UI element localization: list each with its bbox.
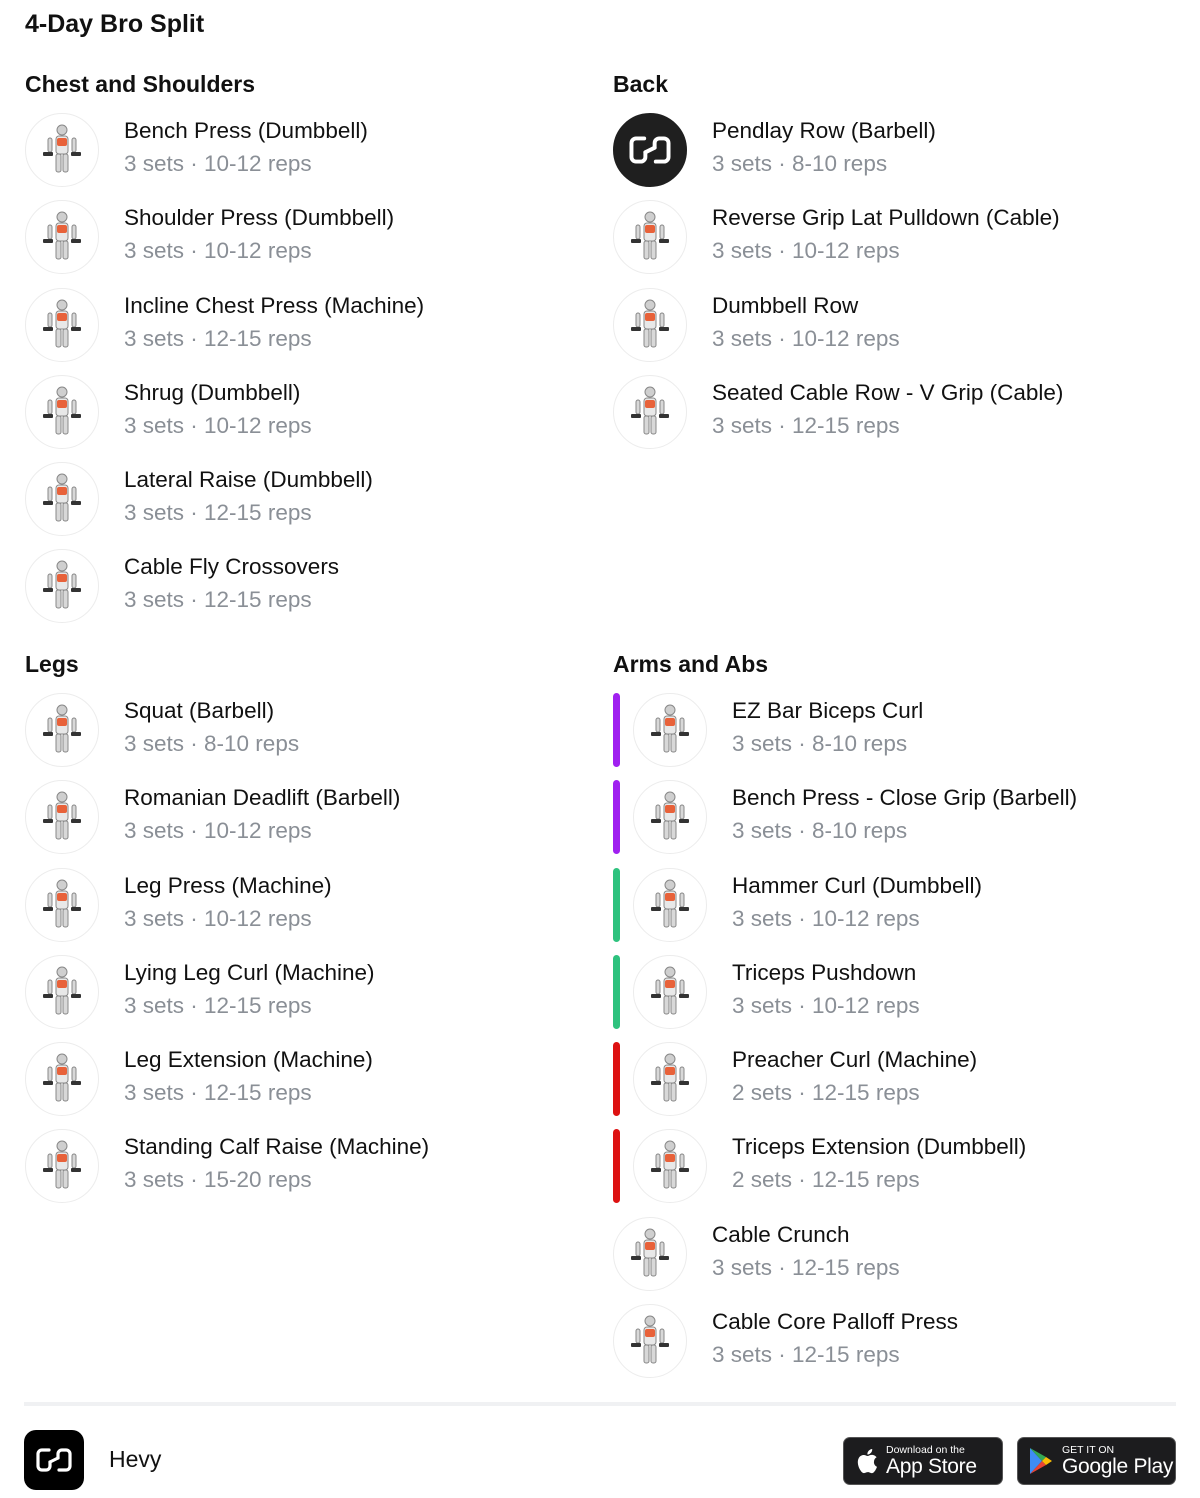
exercise-item[interactable] xyxy=(25,868,585,955)
exercise-item[interactable] xyxy=(613,113,1173,200)
exercise-illustration-icon xyxy=(25,1042,99,1116)
section-chest-and-shoulders xyxy=(25,69,585,637)
exercise-sets-reps: 3 sets · 10-12 reps xyxy=(712,325,900,351)
exercise-name: Bench Press - Close Grip (Barbell) xyxy=(732,785,1078,811)
exercise-info xyxy=(712,1304,958,1369)
exercise-info xyxy=(124,955,375,1020)
exercise-item[interactable] xyxy=(25,1042,585,1129)
apple-icon xyxy=(856,1448,878,1474)
exercise-sets-reps: 3 sets · 10-12 reps xyxy=(124,818,312,844)
exercise-item[interactable] xyxy=(613,693,1173,780)
exercise-illustration-icon xyxy=(613,1304,687,1378)
exercise-sets-reps: 3 sets · 12-15 reps xyxy=(124,587,312,613)
superset-indicator xyxy=(613,1042,620,1116)
exercise-name: Cable Core Palloff Press xyxy=(712,1309,958,1335)
exercise-item[interactable] xyxy=(25,113,585,200)
exercise-name: Pendlay Row (Barbell) xyxy=(712,118,936,143)
section-legs xyxy=(25,649,585,1217)
exercise-info xyxy=(124,288,424,353)
exercise-sets-reps: 3 sets · 8-10 reps xyxy=(712,151,888,176)
exercise-sets-reps: 3 sets · 10-12 reps xyxy=(732,992,920,1018)
exercise-illustration-icon xyxy=(633,955,707,1029)
exercise-info xyxy=(732,868,982,933)
section-title: Arms and Abs xyxy=(613,651,769,677)
exercise-name: Cable Fly Crossovers xyxy=(124,554,340,580)
hevy-logo-icon[interactable] xyxy=(24,1430,84,1490)
exercise-item[interactable] xyxy=(613,1129,1173,1216)
exercise-item[interactable] xyxy=(25,955,585,1042)
exercise-name: EZ Bar Biceps Curl xyxy=(732,698,924,723)
exercise-sets-reps: 3 sets · 12-15 reps xyxy=(124,325,312,351)
exercise-illustration-icon xyxy=(633,868,707,942)
exercise-info xyxy=(732,693,923,758)
exercise-illustration-icon xyxy=(25,375,99,449)
exercise-item[interactable] xyxy=(613,288,1173,375)
exercise-info xyxy=(124,200,394,265)
exercise-name: Leg Extension (Machine) xyxy=(124,1047,373,1073)
exercise-name: Reverse Grip Lat Pulldown (Cable) xyxy=(712,205,1060,231)
exercise-item[interactable] xyxy=(613,1217,1173,1304)
exercise-name: Preacher Curl (Machine) xyxy=(732,1047,978,1073)
exercise-illustration-icon xyxy=(613,288,687,362)
exercise-info xyxy=(124,868,332,933)
google-play-big-label: Google Play xyxy=(1062,1455,1174,1478)
exercise-info xyxy=(712,1217,900,1282)
exercise-item[interactable] xyxy=(613,375,1173,462)
section-title: Chest and Shoulders xyxy=(25,71,256,97)
section-title: Legs xyxy=(25,651,79,677)
exercise-illustration-icon xyxy=(25,693,99,767)
exercise-name: Hammer Curl (Dumbbell) xyxy=(732,872,983,898)
app-store-small-label: Download on the xyxy=(886,1444,965,1456)
exercise-sets-reps: 2 sets · 12-15 reps xyxy=(732,1167,920,1193)
app-store-big-label: App Store xyxy=(886,1455,977,1478)
exercise-sets-reps: 3 sets · 15-20 reps xyxy=(124,1167,312,1193)
exercise-name: Leg Press (Machine) xyxy=(124,872,332,898)
google-play-button[interactable] xyxy=(1017,1437,1176,1485)
exercise-sets-reps: 2 sets · 12-15 reps xyxy=(732,1080,920,1106)
exercise-info xyxy=(712,375,1063,440)
exercise-item[interactable] xyxy=(613,868,1173,955)
exercise-item[interactable] xyxy=(25,1129,585,1216)
exercise-info xyxy=(712,200,1060,265)
exercise-info xyxy=(124,462,373,527)
section-back xyxy=(613,69,1173,462)
section-arms-and-abs xyxy=(613,649,1173,1391)
exercise-info xyxy=(124,780,400,845)
exercise-name: Standing Calf Raise (Machine) xyxy=(124,1134,430,1160)
exercise-item[interactable] xyxy=(25,693,585,780)
exercise-illustration-icon xyxy=(613,375,687,449)
exercise-sets-reps: 3 sets · 12-15 reps xyxy=(712,412,900,438)
exercise-sets-reps: 3 sets · 8-10 reps xyxy=(124,731,300,756)
exercise-name: Seated Cable Row - V Grip (Cable) xyxy=(712,379,1064,405)
exercise-info xyxy=(732,780,1077,845)
exercise-illustration-icon xyxy=(25,780,99,854)
page-title: 4-Day Bro Split xyxy=(25,10,205,38)
exercise-illustration-icon xyxy=(25,549,99,623)
exercise-sets-reps: 3 sets · 12-15 reps xyxy=(124,992,312,1018)
exercise-illustration-icon xyxy=(633,693,707,767)
exercise-info xyxy=(124,693,299,758)
exercise-illustration-icon xyxy=(613,200,687,274)
exercise-sets-reps: 3 sets · 12-15 reps xyxy=(712,1342,900,1368)
exercise-sets-reps: 3 sets · 10-12 reps xyxy=(732,905,920,931)
exercise-name: Incline Chest Press (Machine) xyxy=(124,292,425,318)
exercise-name: Triceps Extension (Dumbbell) xyxy=(732,1134,1027,1160)
exercise-illustration-icon xyxy=(613,1217,687,1291)
exercise-sets-reps: 3 sets · 10-12 reps xyxy=(712,238,900,264)
section-title: Back xyxy=(613,71,668,97)
exercise-item[interactable] xyxy=(613,780,1173,867)
exercise-info xyxy=(124,1042,373,1107)
exercise-list xyxy=(613,693,1173,1391)
exercise-sets-reps: 3 sets · 8-10 reps xyxy=(732,818,908,844)
exercise-info xyxy=(712,113,936,178)
exercise-illustration-icon xyxy=(25,955,99,1029)
superset-indicator xyxy=(613,868,620,942)
google-play-small-label: GET IT ON xyxy=(1062,1444,1115,1456)
exercise-item[interactable] xyxy=(25,462,585,549)
exercise-info xyxy=(732,1042,977,1107)
exercise-item[interactable] xyxy=(25,288,585,375)
exercise-sets-reps: 3 sets · 10-12 reps xyxy=(124,151,312,176)
exercise-list xyxy=(25,693,585,1217)
exercise-item[interactable] xyxy=(25,780,585,867)
exercise-info xyxy=(732,955,920,1020)
exercise-info xyxy=(124,375,312,440)
exercise-sets-reps: 3 sets · 10-12 reps xyxy=(124,905,312,931)
superset-indicator xyxy=(613,780,620,854)
exercise-list xyxy=(613,113,1173,462)
exercise-info xyxy=(712,288,900,353)
exercise-name: Squat (Barbell) xyxy=(124,698,275,723)
footer-divider xyxy=(24,1402,1176,1406)
exercise-name: Bench Press (Dumbbell) xyxy=(124,118,368,143)
exercise-name: Triceps Pushdown xyxy=(732,959,917,985)
exercise-illustration-icon xyxy=(633,780,707,854)
exercise-sets-reps: 3 sets · 12-15 reps xyxy=(124,500,312,526)
superset-indicator xyxy=(613,1129,620,1203)
exercise-item[interactable] xyxy=(25,375,585,462)
exercise-name: Cable Crunch xyxy=(712,1221,850,1247)
app-store-button[interactable] xyxy=(843,1437,1003,1485)
exercise-item[interactable] xyxy=(25,200,585,287)
exercise-illustration-icon xyxy=(25,113,99,187)
exercise-info xyxy=(732,1129,1026,1194)
google-play-icon xyxy=(1028,1447,1054,1475)
exercise-illustration-icon xyxy=(25,288,99,362)
exercise-sets-reps: 3 sets · 10-12 reps xyxy=(124,412,312,438)
exercise-info xyxy=(124,549,339,614)
exercise-name: Lateral Raise (Dumbbell) xyxy=(124,467,373,493)
exercise-sets-reps: 3 sets · 10-12 reps xyxy=(124,238,312,264)
exercise-sets-reps: 3 sets · 8-10 reps xyxy=(732,731,908,756)
exercise-name: Shoulder Press (Dumbbell) xyxy=(124,205,395,231)
exercise-illustration-icon xyxy=(25,200,99,274)
exercise-illustration-icon xyxy=(25,868,99,942)
exercise-name: Romanian Deadlift (Barbell) xyxy=(124,785,401,811)
hevy-logo-icon xyxy=(613,113,687,187)
exercise-sets-reps: 3 sets · 12-15 reps xyxy=(124,1080,312,1106)
exercise-illustration-icon xyxy=(25,462,99,536)
exercise-illustration-icon xyxy=(25,1129,99,1203)
exercise-item[interactable] xyxy=(613,955,1173,1042)
exercise-item[interactable] xyxy=(613,1042,1173,1129)
exercise-list xyxy=(25,113,585,637)
exercise-item[interactable] xyxy=(613,1304,1173,1391)
superset-indicator xyxy=(613,693,620,767)
exercise-item[interactable] xyxy=(613,200,1173,287)
app-name: Hevy xyxy=(109,1446,162,1472)
exercise-sets-reps: 3 sets · 12-15 reps xyxy=(712,1254,900,1280)
exercise-info xyxy=(124,113,368,178)
exercise-illustration-icon xyxy=(633,1042,707,1116)
exercise-illustration-icon xyxy=(633,1129,707,1203)
exercise-name: Lying Leg Curl (Machine) xyxy=(124,959,375,985)
exercise-info xyxy=(124,1129,429,1194)
superset-indicator xyxy=(613,955,620,1029)
exercise-name: Shrug (Dumbbell) xyxy=(124,379,301,405)
exercise-name: Dumbbell Row xyxy=(712,292,859,318)
exercise-item[interactable] xyxy=(25,549,585,636)
